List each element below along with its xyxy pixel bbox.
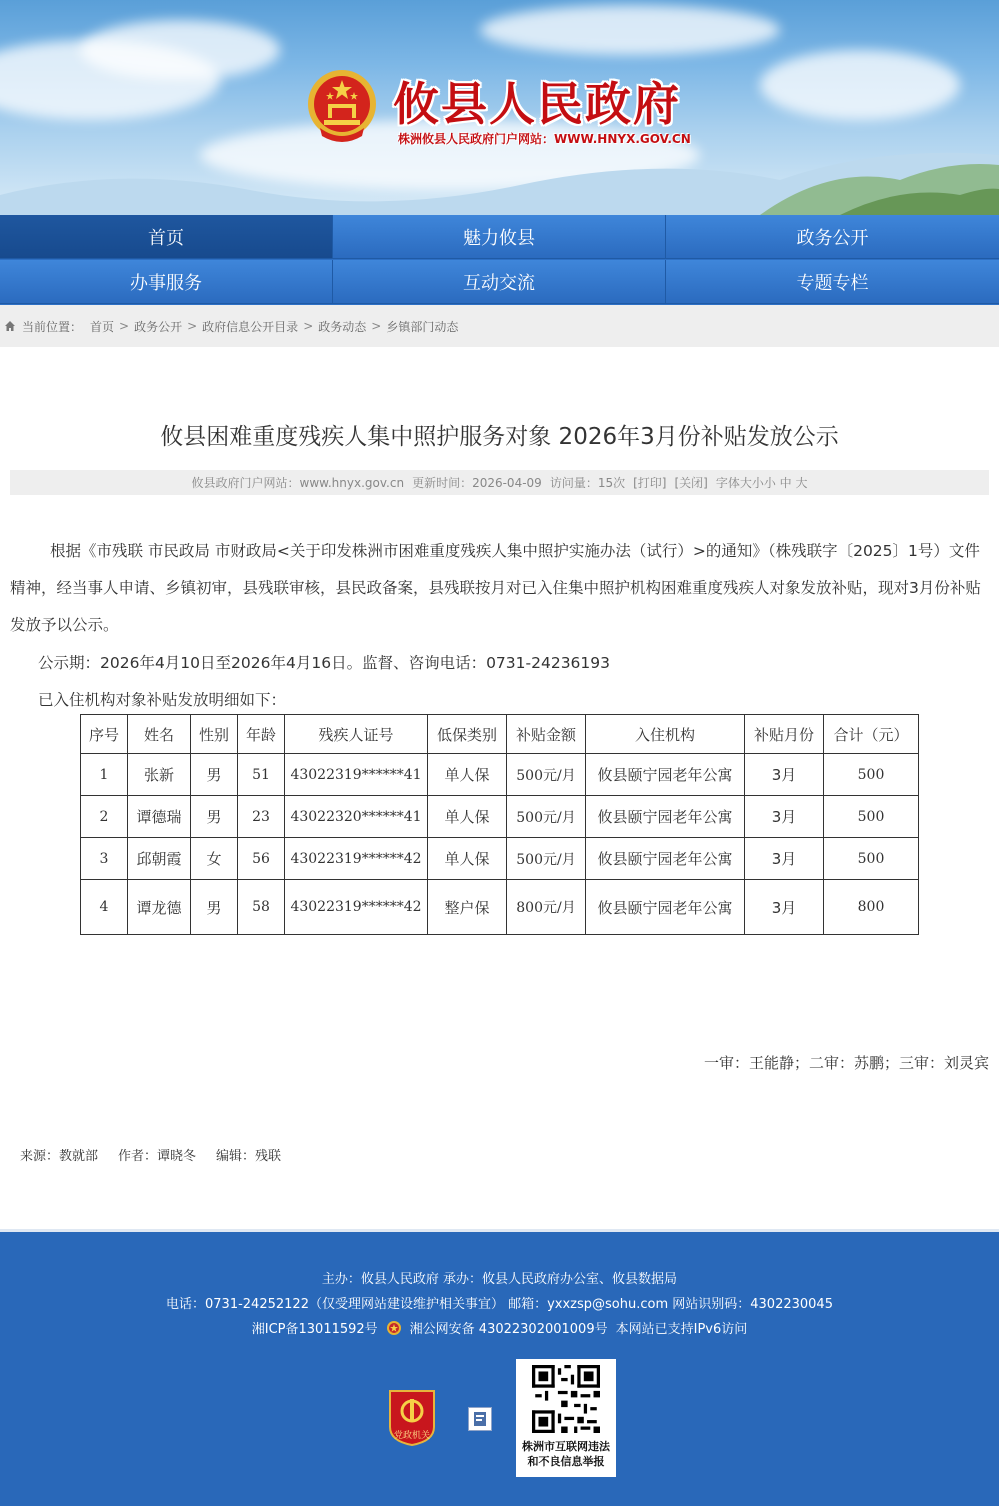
qr-code-icon [532, 1365, 600, 1433]
qr-caption-line: 株洲市互联网违法 [522, 1440, 610, 1453]
meta-site: 攸县政府门户网站：www.hnyx.gov.cn [191, 476, 405, 490]
main-nav [0, 215, 999, 305]
table-cell: 43022319******42 [285, 880, 428, 935]
table-cell: 3月 [745, 880, 824, 935]
table-header-row [81, 715, 919, 754]
table-cell: 56 [238, 838, 285, 880]
table-cell: 500元/月 [507, 838, 586, 880]
breadcrumb-link-gov-affairs[interactable]: 政务公开 [134, 319, 183, 334]
table-header: 性别 [191, 715, 238, 754]
table-cell: 整户保 [428, 880, 507, 935]
breadcrumb-link-home[interactable]: 首页 [90, 319, 115, 334]
table-cell: 3 [81, 838, 128, 880]
table-cell: 51 [238, 754, 285, 796]
meta-visits: 访问量：15次 [549, 476, 626, 490]
table-cell: 谭龙德 [128, 880, 191, 935]
table-row [81, 796, 919, 838]
table-cell: 800 [824, 880, 919, 935]
nav-item-gov-affairs[interactable]: 政务公开 [666, 215, 999, 259]
table-cell: 4 [81, 880, 128, 935]
table-row [81, 754, 919, 796]
editor-label: 编辑：残联 [216, 1149, 282, 1164]
footer-registration [0, 1318, 999, 1337]
table-cell: 43022319******41 [285, 754, 428, 796]
breadcrumb [0, 305, 999, 347]
article-source-info [20, 1145, 281, 1164]
police-record-link[interactable]: 湘公网安备 43022302001009号 [409, 1322, 608, 1337]
table-cell: 男 [191, 754, 238, 796]
table-header: 入住机构 [586, 715, 745, 754]
publicity-period: 公示期：2026年4月10日至2026年4月16日。监督、咨询电话：0731-24236193 [38, 654, 610, 672]
ipv6-notice: 本网站已支持IPv6访问 [615, 1322, 748, 1337]
table-cell: 1 [81, 754, 128, 796]
table-cell: 单人保 [428, 754, 507, 796]
home-icon [4, 320, 16, 332]
site-subtitle: 株洲攸县人民政府门户网站：WWW.HNYX.GOV.CN [398, 132, 691, 146]
breadcrumb-separator: > [371, 319, 382, 333]
table-cell: 43022320******41 [285, 796, 428, 838]
article-paragraph: 根据《市残联 市民政局 市财政局<关于印发株洲市困难重度残疾人集中照护实施办法（试行）>的通知》（株残联字〔2025〕1号）文件精神，经当事人申请、乡镇初审，县残联审核，县民政备案，县残联按月对已入住集中照护机构困难重度残疾人对象发放补贴，现对3月份补贴发放予以公示。 [10, 542, 981, 634]
table-cell: 58 [238, 880, 285, 935]
nav-item-special-topics[interactable]: 专题专栏 [666, 260, 999, 304]
table-cell: 攸县颐宁园老年公寓 [586, 796, 745, 838]
table-cell: 3月 [745, 796, 824, 838]
qr-caption [516, 1439, 616, 1469]
table-cell: 女 [191, 838, 238, 880]
table-header: 残疾人证号 [285, 715, 428, 754]
footer-contact: 电话：0731-24252122（仅受理网站建设维护相关事宜） 邮箱：yxxzsp@sohu.com 网站识别码：4302230045 [166, 1297, 833, 1312]
breadcrumb-prefix: 当前位置： [22, 319, 83, 334]
site-title: 攸县人民政府 [393, 77, 681, 131]
meta-updated: 更新时间：2026-04-09 [412, 476, 542, 490]
subsidy-table [80, 714, 919, 935]
table-header: 序号 [81, 715, 128, 754]
icp-link[interactable]: 湘ICP备13011592号 [251, 1322, 378, 1337]
table-cell: 500元/月 [507, 754, 586, 796]
table-cell: 邱朝霞 [128, 838, 191, 880]
table-cell: 攸县颐宁园老年公寓 [586, 838, 745, 880]
cloud-decoration [480, 5, 780, 55]
table-header: 补贴金额 [507, 715, 586, 754]
table-cell: 单人保 [428, 838, 507, 880]
table-header: 姓名 [128, 715, 191, 754]
table-cell: 谭德瑞 [128, 796, 191, 838]
breadcrumb-separator: > [303, 319, 314, 333]
cloud-decoration [760, 50, 960, 120]
table-cell: 攸县颐宁园老年公寓 [586, 754, 745, 796]
party-badge-text: 党政机关 [393, 1431, 430, 1441]
nav-item-services[interactable]: 办事服务 [0, 260, 333, 304]
doc-icon [469, 1408, 491, 1430]
site-footer [0, 1229, 999, 1506]
article-meta-bar [10, 470, 989, 495]
breadcrumb-separator: > [187, 319, 198, 333]
qr-caption-line: 和不良信息举报 [527, 1455, 605, 1468]
site-error-badge[interactable] [468, 1407, 492, 1431]
table-cell: 500 [824, 796, 919, 838]
breadcrumb-link-info-catalog[interactable]: 政府信息公开目录 [202, 319, 299, 334]
table-cell: 男 [191, 796, 238, 838]
table-cell: 43022319******42 [285, 838, 428, 880]
police-badge-icon [386, 1320, 402, 1336]
national-emblem-icon [306, 68, 378, 144]
nav-item-home[interactable]: 首页 [0, 215, 333, 259]
table-intro: 已入住机构对象补贴发放明细如下： [38, 691, 287, 709]
table-cell: 单人保 [428, 796, 507, 838]
print-button[interactable]: [打印] [633, 476, 667, 490]
table-header: 低保类别 [428, 715, 507, 754]
table-row [81, 838, 919, 880]
font-size-switch[interactable]: 字体大小小 中 大 [715, 476, 808, 490]
table-cell: 2 [81, 796, 128, 838]
table-cell: 500 [824, 838, 919, 880]
table-cell: 800元/月 [507, 880, 586, 935]
table-cell: 3月 [745, 838, 824, 880]
report-qr-code[interactable] [516, 1359, 616, 1477]
footer-sponsor: 主办：攸县人民政府 承办：攸县人民政府办公室、攸县数据局 [321, 1272, 678, 1287]
table-cell: 23 [238, 796, 285, 838]
table-cell: 500元/月 [507, 796, 586, 838]
close-button[interactable]: [关闭] [674, 476, 708, 490]
breadcrumb-link-town-news[interactable]: 乡镇部门动态 [386, 319, 459, 334]
breadcrumb-separator: > [119, 319, 130, 333]
table-cell: 3月 [745, 754, 824, 796]
table-cell: 500 [824, 754, 919, 796]
table-cell: 攸县颐宁园老年公寓 [586, 880, 745, 935]
nav-item-charm-youxian[interactable]: 魅力攸县 [333, 215, 666, 259]
breadcrumb-link-gov-news[interactable]: 政务动态 [318, 319, 367, 334]
source-label: 来源：教就部 [20, 1149, 99, 1164]
table-header: 补贴月份 [745, 715, 824, 754]
reviewers: 一审：王能静；二审：苏鹏；三审：刘灵宾 [703, 1054, 989, 1072]
table-header: 合计（元） [824, 715, 919, 754]
article-title: 攸县困难重度残疾人集中照护服务对象 2026年3月份补贴发放公示 [160, 424, 839, 450]
author-label: 作者：谭晓冬 [118, 1149, 197, 1164]
nav-item-interaction[interactable]: 互动交流 [333, 260, 666, 304]
table-cell: 男 [191, 880, 238, 935]
header-banner [0, 0, 999, 215]
table-row [81, 880, 919, 935]
party-gov-badge[interactable] [386, 1387, 438, 1447]
table-header: 年龄 [238, 715, 285, 754]
cloud-decoration [80, 20, 280, 80]
table-cell: 张新 [128, 754, 191, 796]
